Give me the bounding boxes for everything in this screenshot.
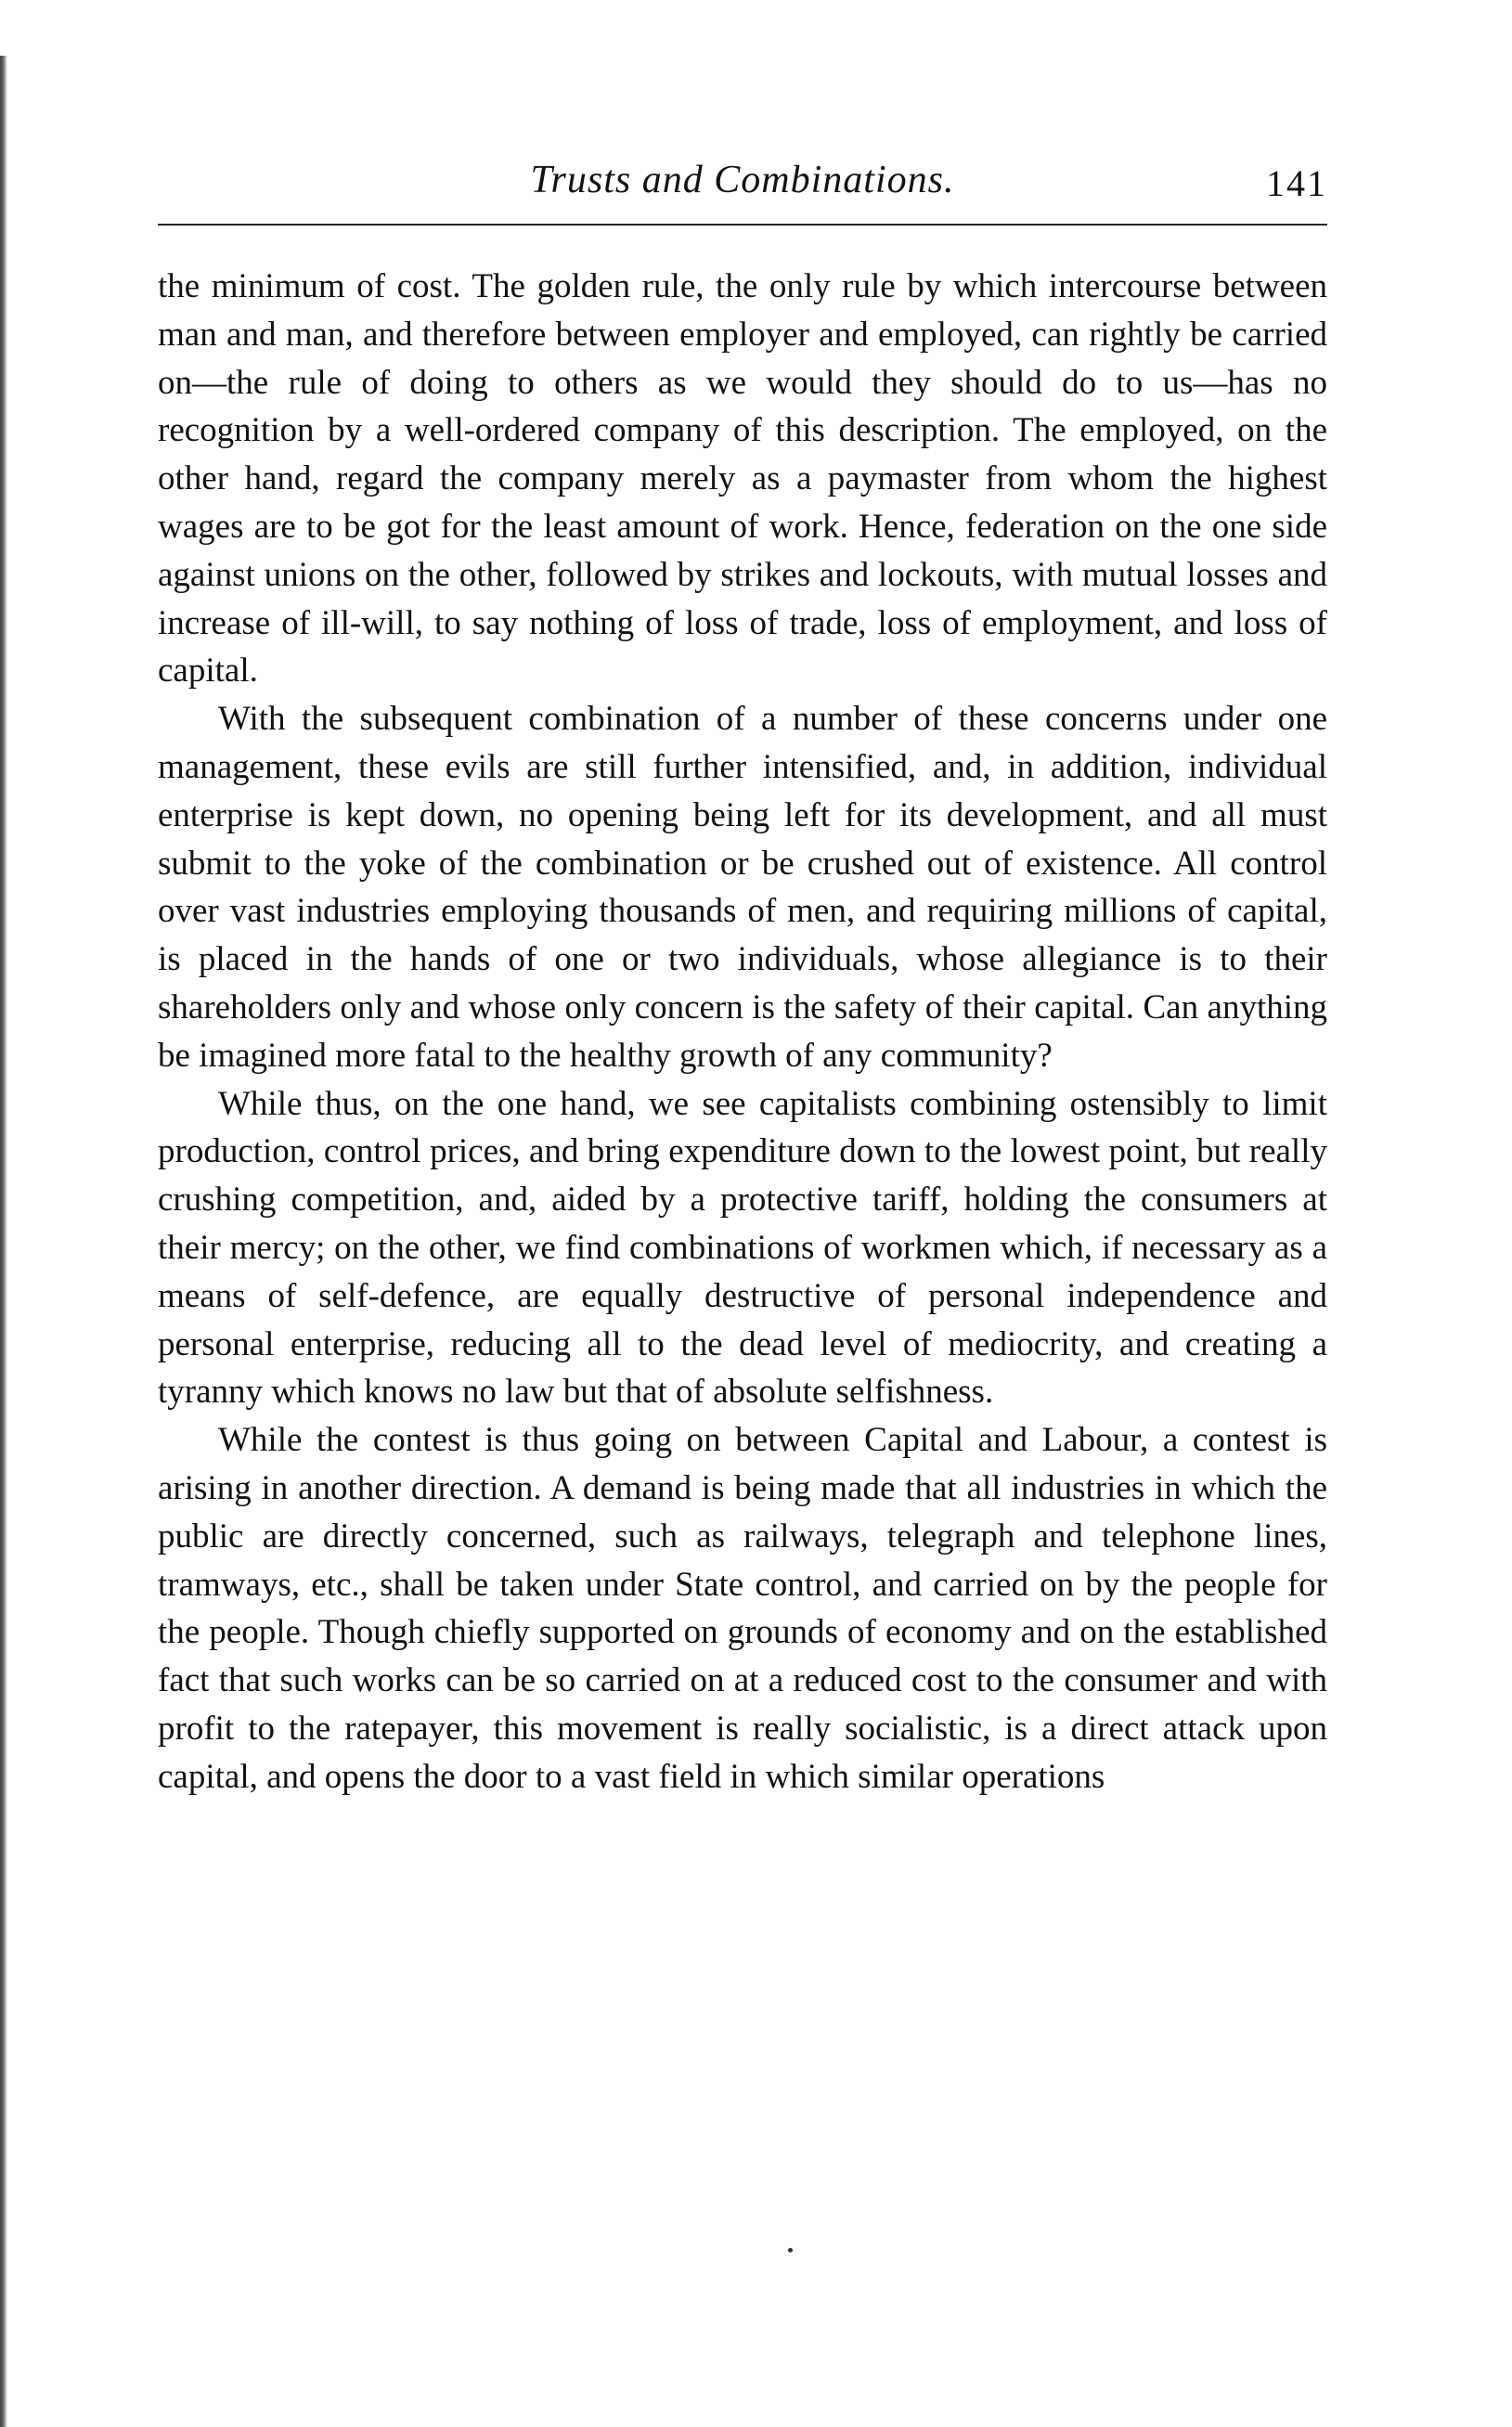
header-rule bbox=[158, 224, 1327, 226]
paragraph: While thus, on the one hand, we see capitalists combining ostensibly to limit production, control prices, and bring expenditure down to the lowest point, but really crushing competition, and, aided by a protective tariff, holding the consumers at their mercy; on the other, we find combinations of workmen which, if necessary as a means of self-defence, are equally destructive of personal independence and personal enterprise, reducing all to the dead level of mediocrity, and creating a tyranny which knows no law but that of absolute selfishness. bbox=[158, 1084, 1327, 1412]
page-number: 141 bbox=[1266, 162, 1327, 204]
paragraph: While the contest is thus going on between Capital and Labour, a contest is arising in another direction. A demand is being made that all industries in which the public are directly concerned, such as railways, telegraph and telephone lines, tramways, etc., shall be taken under State control, and carried on by the people for the people. Though chiefly supported on grounds of economy and on the established fact that such works can be so carried on at a reduced cost to the consumer and with profit to the ratepayer, this movement is really socialistic, is a direct attack upon capital, and opens the door to a vast field in which similar operations bbox=[158, 1421, 1327, 1796]
ink-speck bbox=[788, 2248, 793, 2253]
paragraph: With the subsequent combination of a number of these concerns under one management, these evils are still further intensified, and, in addition, individual enterprise is kept down, no opening being left for its development, and all must submit to the yoke of the combination or be crushed out of existence. All control over vast industries employing thousands of men, and requiring millions of capital, is placed in the hands of one or two individuals, whose allegiance is to their shareholders only and whose only concern is the safety of their capital. Can anything be imagined more fatal to the healthy growth of any community? bbox=[158, 700, 1327, 1075]
paragraph-continued: the minimum of cost. The golden rule, the only rule by which intercourse between man and man, and therefore between employer and employed, can rightly be carried on—the rule of doing to others as we would they should do to us—has no recognition by a well-ordered company of this description. The employed, on the other hand, regard the company merely as a paymaster from whom the highest wages are to be got for the least amount of work. Hence, federation on the one side against unions on the other, followed by strikes and lockouts, with mutual losses and increase of ill-will, to say nothing of loss of trade, loss of employment, and loss of capital. bbox=[158, 267, 1327, 691]
body-text bbox=[158, 263, 1327, 1801]
page-header bbox=[158, 148, 1327, 223]
running-title: Trusts and Combinations. bbox=[530, 159, 955, 201]
page-binding-edge bbox=[0, 56, 7, 2427]
